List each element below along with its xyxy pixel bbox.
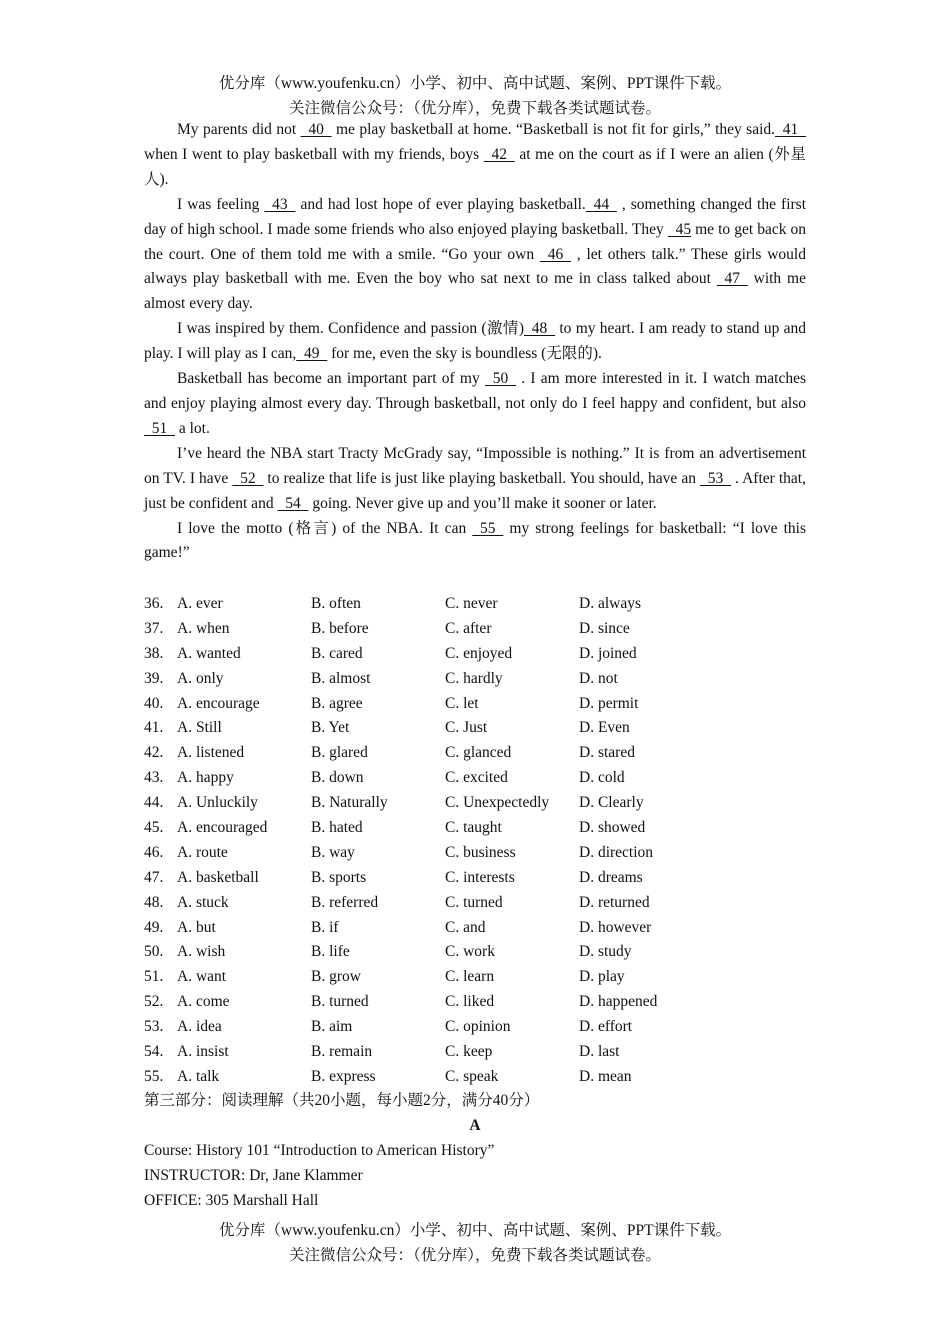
option-c: C. turned — [445, 893, 503, 911]
option-d: D. stared — [579, 744, 635, 762]
question-number: 49. — [144, 918, 164, 936]
blank-47: 47 — [716, 270, 748, 288]
option-a: A. come — [177, 993, 230, 1011]
paragraph-4 — [144, 367, 806, 442]
option-c: C. excited — [445, 769, 508, 787]
option-b: B. aim — [311, 1018, 353, 1036]
option-a: A. only — [177, 669, 224, 687]
blank-41: 41 — [775, 121, 807, 138]
text: , something changed the first day of high school. I made some friends who also enjoyed playing basketball. They — [144, 195, 807, 238]
text: when I went to play basketball with my friends, boys — [144, 145, 484, 163]
question-row — [144, 1015, 806, 1040]
option-c: C. business — [445, 843, 516, 861]
option-c: C. let — [445, 694, 479, 712]
question-number: 36. — [144, 595, 164, 612]
option-c: C. hardly — [445, 669, 503, 687]
text: I was feeling — [177, 195, 265, 213]
question-row — [144, 741, 806, 766]
question-number: 46. — [144, 843, 164, 861]
option-d: D. direction — [579, 843, 654, 861]
option-b: B. turned — [311, 993, 369, 1011]
option-b: B. glared — [311, 744, 368, 762]
option-a: A. wanted — [177, 644, 241, 662]
paragraph-5 — [144, 442, 806, 517]
text: at me on the court as if I were an alien (外星人). — [144, 145, 806, 188]
blank-43: 43 — [264, 195, 296, 213]
text: a lot. — [175, 419, 210, 437]
blank-53: 53 — [700, 469, 732, 487]
question-number: 38. — [144, 644, 164, 662]
paragraph-6 — [144, 517, 806, 567]
question-number: 55. — [144, 1067, 164, 1085]
option-a: A. listened — [177, 744, 245, 762]
question-number: 44. — [144, 794, 164, 812]
question-row — [144, 866, 806, 891]
text: me play basketball at home. “Basketball is not fit for girls,” they said. — [331, 121, 776, 138]
option-c: C. interests — [445, 868, 515, 886]
question-number: 50. — [144, 943, 164, 961]
paragraph-2 — [144, 193, 806, 318]
option-d: D. showed — [579, 819, 646, 837]
option-b: B. cared — [311, 644, 363, 662]
option-b: B. express — [311, 1067, 376, 1085]
option-c: C. and — [445, 918, 486, 936]
option-d: D. cold — [579, 769, 625, 787]
blank-42: 42 — [483, 145, 515, 163]
option-b: B. sports — [311, 868, 367, 886]
question-row — [144, 1040, 806, 1065]
text: for me, even the sky is boundless (无限的). — [327, 345, 602, 363]
blank-46: 46 — [539, 245, 571, 263]
option-a: A. stuck — [177, 893, 229, 911]
option-b: B. often — [311, 595, 361, 612]
option-b: B. down — [311, 769, 364, 787]
blank-48: 48 — [524, 320, 556, 338]
question-row — [144, 990, 806, 1015]
text: with me almost every day. — [144, 270, 806, 313]
option-a: A. want — [177, 968, 227, 986]
question-row — [144, 592, 806, 617]
text: , let others talk.” These girls would always play basketball with me. Even the boy who sat next to me in class talked about — [144, 245, 806, 288]
question-row — [144, 617, 806, 642]
question-number: 51. — [144, 968, 164, 986]
option-c: C. learn — [445, 968, 495, 986]
blank-44: 44 — [585, 195, 617, 213]
option-d: D. mean — [579, 1067, 632, 1085]
text: me to get back on the court. One of them told me with a smile. “Go your own — [144, 220, 806, 263]
option-b: B. life — [311, 943, 350, 961]
option-d: D. effort — [579, 1018, 633, 1036]
option-b: B. before — [311, 619, 369, 637]
option-d: D. however — [579, 918, 652, 936]
question-number: 40. — [144, 694, 164, 712]
question-row — [144, 891, 806, 916]
question-row — [144, 940, 806, 965]
passage-letter: A — [469, 1116, 481, 1134]
text: I love the motto (格言) of the NBA. It can — [177, 519, 473, 537]
option-a: A. but — [177, 918, 216, 936]
question-row — [144, 692, 806, 717]
text: to my heart. I am ready to stand up and play. I will play as I can, — [144, 320, 807, 363]
option-c: C. after — [445, 619, 492, 637]
question-row — [144, 716, 806, 741]
option-c: C. enjoyed — [445, 644, 513, 662]
option-b: B. referred — [311, 893, 379, 911]
question-row — [144, 841, 806, 866]
footer-line-1: 优分库（www.youfenku.cn）小学、初中、高中试题、案例、PPT课件下载。 — [218, 1222, 732, 1239]
option-d: D. Clearly — [579, 794, 644, 812]
question-number: 37. — [144, 619, 164, 637]
option-c: C. Just — [445, 719, 488, 737]
option-a: A. wish — [177, 943, 226, 961]
option-b: B. agree — [311, 694, 363, 712]
question-number: 52. — [144, 993, 164, 1011]
question-number: 45. — [144, 819, 164, 837]
text: I’ve heard the NBA start Tracty McGrady say, “Impossible is nothing.” It is from an advertisement on TV. I have — [144, 444, 806, 487]
question-number: 43. — [144, 769, 164, 787]
option-c: C. taught — [445, 819, 502, 837]
option-c: C. Unexpectedly — [445, 794, 550, 812]
option-a: A. route — [177, 843, 228, 861]
question-number: 47. — [144, 868, 164, 886]
option-a: A. idea — [177, 1018, 222, 1036]
option-c: C. keep — [445, 1043, 493, 1061]
option-b: B. grow — [311, 968, 361, 986]
office-line: OFFICE: 305 Marshall Hall — [144, 1191, 319, 1209]
option-a: A. encourage — [177, 694, 260, 712]
options-list — [144, 592, 806, 1090]
option-a: A. basketball — [177, 868, 259, 886]
question-row — [144, 1065, 806, 1090]
blank-51: 51 — [144, 419, 175, 437]
question-number: 48. — [144, 893, 164, 911]
question-row — [144, 766, 806, 791]
text: I was inspired by them. Confidence and passion (激情) — [177, 320, 525, 338]
cloze-passage — [144, 118, 806, 566]
blank-45: 45 — [667, 220, 692, 238]
option-b: B. Yet — [311, 719, 350, 737]
section-title: 第三部分：阅读理解（共20小题，每小题2分，满分40分） — [144, 1092, 540, 1109]
option-c: C. never — [445, 595, 498, 612]
option-d: D. always — [579, 595, 641, 612]
option-d: D. since — [579, 619, 630, 637]
option-b: B. if — [311, 918, 339, 936]
option-c: C. liked — [445, 993, 495, 1011]
paragraph-1 — [144, 118, 806, 193]
option-a: A. insist — [177, 1043, 229, 1061]
option-c: C. glanced — [445, 744, 512, 762]
option-a: A. encouraged — [177, 819, 268, 837]
option-d: D. permit — [579, 694, 639, 712]
header-line-2: 关注微信公众号：（优分库），免费下载各类试题试卷。 — [288, 100, 661, 117]
course-line: Course: History 101 “Introduction to American History” — [144, 1141, 495, 1159]
option-d: D. joined — [579, 644, 637, 662]
option-c: C. speak — [445, 1067, 499, 1085]
question-row — [144, 916, 806, 941]
option-c: C. opinion — [445, 1018, 511, 1036]
option-a: A. Still — [177, 719, 222, 737]
question-number: 41. — [144, 719, 164, 737]
reading-section — [144, 1089, 806, 1213]
blank-55: 55 — [472, 519, 504, 537]
option-b: B. remain — [311, 1043, 373, 1061]
text: Basketball has become an important part of my — [177, 370, 485, 388]
option-b: B. hated — [311, 819, 363, 837]
option-d: D. not — [579, 669, 618, 687]
question-number: 53. — [144, 1018, 164, 1036]
blank-50: 50 — [484, 370, 516, 388]
text: . I am more interested in it. I watch matches and enjoy playing almost every day. Through basketball, not only do I feel happy and confident, but also — [144, 370, 806, 412]
footer-line-2: 关注微信公众号：（优分库），免费下载各类试题试卷。 — [288, 1247, 661, 1264]
option-d: D. Even — [579, 719, 630, 737]
option-d: D. last — [579, 1043, 620, 1061]
option-d: D. play — [579, 968, 625, 986]
option-b: B. almost — [311, 669, 371, 687]
option-c: C. work — [445, 943, 495, 961]
text: to realize that life is just like playing basketball. You should, have an — [263, 469, 701, 487]
option-b: B. Naturally — [311, 794, 388, 812]
option-a: A. ever — [177, 595, 223, 612]
text: my strong feelings for basketball: “I love this game!” — [144, 519, 807, 562]
blank-52: 52 — [232, 469, 264, 487]
question-number: 42. — [144, 744, 164, 762]
paragraph-3 — [144, 317, 806, 367]
text: going. Never give up and you’ll make it sooner or later. — [308, 494, 657, 512]
option-d: D. happened — [579, 993, 658, 1011]
blank-40: 40 — [300, 121, 332, 138]
question-row — [144, 791, 806, 816]
instructor-line: INSTRUCTOR: Dr, Jane Klammer — [144, 1166, 363, 1184]
option-a: A. happy — [177, 769, 234, 787]
question-row — [144, 816, 806, 841]
header-line-1: 优分库（www.youfenku.cn）小学、初中、高中试题、案例、PPT课件下载。 — [218, 75, 732, 92]
question-row — [144, 642, 806, 667]
text: and had lost hope of ever playing basketball. — [295, 195, 586, 213]
option-a: A. talk — [177, 1067, 220, 1085]
question-number: 39. — [144, 669, 164, 687]
question-row — [144, 667, 806, 692]
text: . After that, just be confident and — [144, 469, 806, 512]
option-b: B. way — [311, 843, 355, 861]
blank-49: 49 — [296, 345, 328, 363]
text: My parents did not — [177, 121, 301, 138]
option-a: A. when — [177, 619, 230, 637]
blank-54: 54 — [277, 494, 309, 512]
option-a: A. Unluckily — [177, 794, 258, 812]
option-d: D. dreams — [579, 868, 643, 886]
question-row — [144, 965, 806, 990]
question-number: 54. — [144, 1043, 164, 1061]
option-d: D. study — [579, 943, 632, 961]
option-d: D. returned — [579, 893, 650, 911]
